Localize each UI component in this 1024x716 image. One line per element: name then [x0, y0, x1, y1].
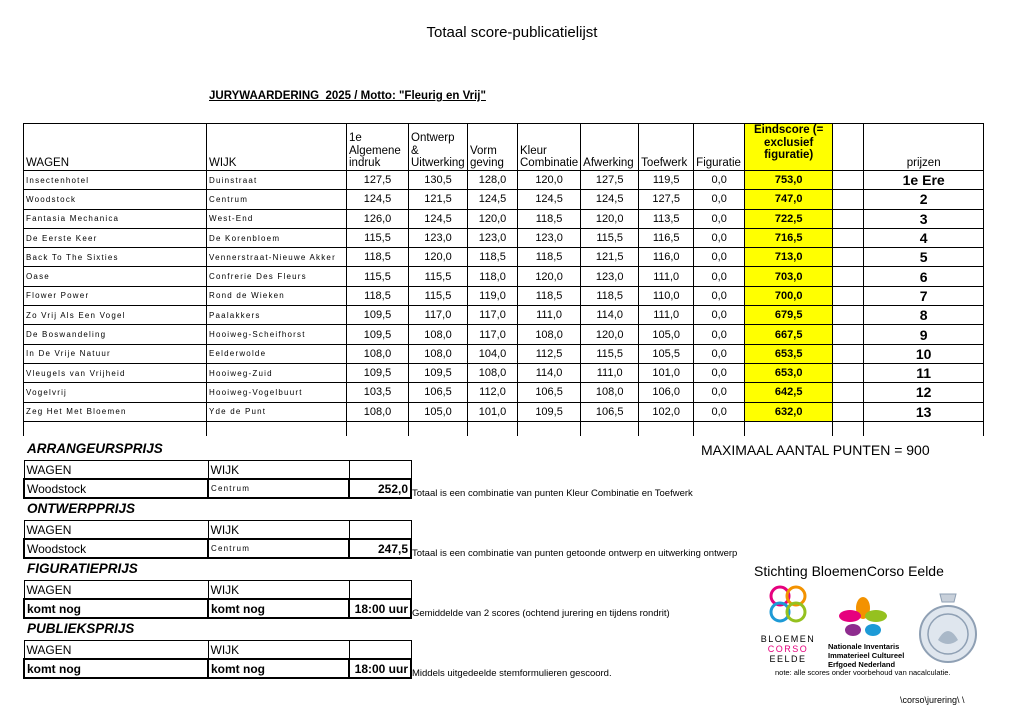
spacer-cell: [833, 363, 864, 382]
erfgoed-line-2: Immaterieel Cultureel: [828, 651, 905, 660]
prize-cell: 5: [864, 248, 984, 267]
figuratie-cell: 0,0: [694, 267, 745, 286]
prize-cell: 12: [864, 383, 984, 402]
vormgeving-cell: 117,0: [468, 306, 518, 325]
section-title: PUBLIEKSPRIJS: [27, 621, 135, 636]
erfgoed-flower-icon: [836, 596, 890, 640]
wijk-cell: Hooiweg-Scheifhorst: [207, 325, 347, 344]
toefwerk-cell: 105,0: [639, 325, 694, 344]
spacer-cell: [833, 228, 864, 247]
wijk-cell: Eelderwolde: [207, 344, 347, 363]
logo-line-2: CORSO: [767, 644, 809, 654]
afwerking-cell: 115,5: [581, 344, 639, 363]
figuratie-cell: 0,0: [694, 209, 745, 228]
eindscore-cell: 703,0: [745, 267, 833, 286]
prize-cell: 1e Ere: [864, 171, 984, 190]
wijk-cell: Hooiweg-Zuid: [207, 363, 347, 382]
col-wijk-label: WIJK: [208, 521, 349, 540]
spacer-cell: [833, 286, 864, 305]
toefwerk-cell: 101,0: [639, 363, 694, 382]
empty-cell: [411, 641, 417, 660]
figuratie-cell: 0,0: [694, 363, 745, 382]
toefwerk-cell: 127,5: [639, 190, 694, 209]
table-row: [24, 248, 984, 267]
col-wagen-label: WAGEN: [24, 641, 208, 660]
wagen-cell: Insectenhotel: [24, 171, 207, 190]
spacer-cell: [833, 267, 864, 286]
winner-wagen: Woodstock: [24, 479, 208, 498]
algemene-cell: 118,5: [347, 286, 409, 305]
royal-seal-icon: [916, 590, 980, 666]
vormgeving-cell: 112,0: [468, 383, 518, 402]
wijk-cell: Confrerie Des Fleurs: [207, 267, 347, 286]
kleur-cell: 114,0: [518, 363, 581, 382]
section-note: Gemiddelde van 2 scores (ochtend jurering en tijdens rondrit): [412, 608, 670, 619]
figuratie-cell: 0,0: [694, 228, 745, 247]
prize-table: [23, 460, 418, 499]
empty-cell: [518, 421, 581, 436]
eindscore-cell: 667,5: [745, 325, 833, 344]
empty-cell: [409, 421, 468, 436]
page-title: Totaal score-publicatielijst: [426, 24, 598, 41]
toefwerk-cell: 111,0: [639, 306, 694, 325]
algemene-cell: 115,5: [347, 267, 409, 286]
figuratie-cell: 0,0: [694, 306, 745, 325]
kleur-cell: 108,0: [518, 325, 581, 344]
figuratie-cell: 0,0: [694, 286, 745, 305]
organisation-name: Stichting BloemenCorso Eelde: [754, 563, 944, 579]
eindscore-cell: 700,0: [745, 286, 833, 305]
wagen-cell: De Eerste Keer: [24, 228, 207, 247]
spacer-cell: [833, 171, 864, 190]
prize-value: 18:00 uur: [349, 599, 411, 618]
table-row: [24, 306, 984, 325]
ontwerp-cell: 109,5: [409, 363, 468, 382]
empty-cell: [411, 581, 417, 600]
vormgeving-cell: 128,0: [468, 171, 518, 190]
section-note: Totaal is een combinatie van punten getoonde ontwerp en uitwerking ontwerp: [412, 548, 738, 559]
wijk-cell: Centrum: [207, 190, 347, 209]
kleur-cell: 120,0: [518, 171, 581, 190]
header-eindscore: Eindscore (= exclusief figuratie): [745, 124, 833, 171]
ontwerp-cell: 106,5: [409, 383, 468, 402]
empty-cell: [207, 421, 347, 436]
eindscore-cell: 747,0: [745, 190, 833, 209]
spacer-cell: [833, 248, 864, 267]
prize-cell: 13: [864, 402, 984, 421]
page-subtitle: JURYWAARDERING 2025 / Motto: "Fleurig en Vrij": [209, 90, 486, 102]
table-row-empty: [24, 421, 984, 436]
spacer-cell: [833, 402, 864, 421]
ontwerp-cell: 117,0: [409, 306, 468, 325]
erfgoed-line-1: Nationale Inventaris: [828, 642, 900, 651]
bloemencorso-logo-icon: [758, 580, 818, 632]
prize-cell: 10: [864, 344, 984, 363]
eindscore-cell: 679,5: [745, 306, 833, 325]
wagen-cell: Oase: [24, 267, 207, 286]
header-kleur: Kleur Combinatie: [518, 124, 581, 171]
afwerking-cell: 120,0: [581, 209, 639, 228]
table-row: [24, 402, 984, 421]
wijk-cell: Rond de Wieken: [207, 286, 347, 305]
figuratie-cell: 0,0: [694, 248, 745, 267]
winner-wagen: Woodstock: [24, 539, 208, 558]
vormgeving-cell: 124,5: [468, 190, 518, 209]
kleur-cell: 109,5: [518, 402, 581, 421]
wagen-cell: Woodstock: [24, 190, 207, 209]
logo-line-3: EELDE: [769, 654, 807, 664]
toefwerk-cell: 119,5: [639, 171, 694, 190]
ontwerp-cell: 108,0: [409, 325, 468, 344]
header-figuratie: Figuratie: [694, 124, 745, 171]
toefwerk-cell: 106,0: [639, 383, 694, 402]
wijk-cell: Vennerstraat-Nieuwe Akker: [207, 248, 347, 267]
toefwerk-cell: 105,5: [639, 344, 694, 363]
empty-cell: [639, 421, 694, 436]
wagen-cell: De Boswandeling: [24, 325, 207, 344]
wijk-cell: Yde de Punt: [207, 402, 347, 421]
header-afwerking: Afwerking: [581, 124, 639, 171]
eindscore-cell: 716,5: [745, 228, 833, 247]
afwerking-cell: 114,0: [581, 306, 639, 325]
eindscore-cell: 653,0: [745, 363, 833, 382]
footnote: note: alle scores onder voorbehoud van nacalculatie.: [775, 668, 951, 677]
kleur-cell: 118,5: [518, 248, 581, 267]
erfgoed-text: [828, 642, 904, 669]
logo-line-1: BLOEMEN: [760, 634, 816, 644]
figuratie-cell: 0,0: [694, 325, 745, 344]
algemene-cell: 126,0: [347, 209, 409, 228]
spacer-cell: [833, 325, 864, 344]
afwerking-cell: 115,5: [581, 228, 639, 247]
wagen-cell: Zeg Het Met Bloemen: [24, 402, 207, 421]
vormgeving-cell: 118,0: [468, 267, 518, 286]
ontwerp-cell: 123,0: [409, 228, 468, 247]
figuratie-cell: 0,0: [694, 402, 745, 421]
prize-value: 247,5: [349, 539, 411, 558]
kleur-cell: 112,5: [518, 344, 581, 363]
prize-value: 18:00 uur: [349, 659, 411, 678]
section-title: ARRANGEURSPRIJS: [27, 441, 163, 456]
vormgeving-cell: 119,0: [468, 286, 518, 305]
vormgeving-cell: 101,0: [468, 402, 518, 421]
empty-cell: [864, 421, 984, 436]
algemene-cell: 109,5: [347, 306, 409, 325]
prize-value: 252,0: [349, 479, 411, 498]
winner-wijk: komt nog: [208, 599, 349, 618]
prize-cell: 9: [864, 325, 984, 344]
header-vormgeving: Vorm geving: [468, 124, 518, 171]
header-wagen: WAGEN: [24, 124, 207, 171]
algemene-cell: 124,5: [347, 190, 409, 209]
spacer-cell: [833, 306, 864, 325]
col-wijk-label: WIJK: [208, 461, 349, 480]
figuratie-cell: 0,0: [694, 383, 745, 402]
empty-cell: [694, 421, 745, 436]
afwerking-cell: 111,0: [581, 363, 639, 382]
empty-cell: [349, 581, 411, 600]
afwerking-cell: 123,0: [581, 267, 639, 286]
ontwerp-cell: 115,5: [409, 267, 468, 286]
winner-wagen: komt nog: [24, 659, 208, 678]
erfgoed-line-3: Erfgoed Nederland: [828, 660, 896, 669]
ontwerp-cell: 108,0: [409, 344, 468, 363]
figuratie-cell: 0,0: [694, 190, 745, 209]
spacer-cell: [833, 344, 864, 363]
afwerking-cell: 120,0: [581, 325, 639, 344]
kleur-cell: 106,5: [518, 383, 581, 402]
wagen-cell: In De Vrije Natuur: [24, 344, 207, 363]
spacer-cell: [833, 209, 864, 228]
toefwerk-cell: 116,5: [639, 228, 694, 247]
algemene-cell: 127,5: [347, 171, 409, 190]
wagen-cell: Flower Power: [24, 286, 207, 305]
empty-cell: [745, 421, 833, 436]
ontwerp-cell: 105,0: [409, 402, 468, 421]
eindscore-cell: 722,5: [745, 209, 833, 228]
section-title: FIGURATIEPRIJS: [27, 561, 138, 576]
prize-table: [23, 580, 418, 619]
eindscore-cell: 653,5: [745, 344, 833, 363]
table-row: [24, 267, 984, 286]
table-row: [24, 228, 984, 247]
kleur-cell: 120,0: [518, 267, 581, 286]
table-row: [24, 325, 984, 344]
table-row: [24, 286, 984, 305]
section-title: ONTWERPPRIJS: [27, 501, 136, 516]
afwerking-cell: 124,5: [581, 190, 639, 209]
toefwerk-cell: 113,5: [639, 209, 694, 228]
table-row: [24, 190, 984, 209]
ontwerp-cell: 120,0: [409, 248, 468, 267]
afwerking-cell: 121,5: [581, 248, 639, 267]
toefwerk-cell: 102,0: [639, 402, 694, 421]
score-table: [23, 123, 984, 436]
ontwerp-cell: 121,5: [409, 190, 468, 209]
eindscore-cell: 632,0: [745, 402, 833, 421]
prize-cell: 2: [864, 190, 984, 209]
ontwerp-cell: 124,5: [409, 209, 468, 228]
ontwerp-cell: 130,5: [409, 171, 468, 190]
vormgeving-cell: 108,0: [468, 363, 518, 382]
kleur-cell: 118,5: [518, 286, 581, 305]
col-wagen-label: WAGEN: [24, 521, 208, 540]
empty-cell: [24, 421, 207, 436]
eindscore-cell: 642,5: [745, 383, 833, 402]
vormgeving-cell: 104,0: [468, 344, 518, 363]
empty-cell: [347, 421, 409, 436]
kleur-cell: 123,0: [518, 228, 581, 247]
header-row: [24, 124, 984, 171]
wijk-cell: Duinstraat: [207, 171, 347, 190]
prize-cell: 3: [864, 209, 984, 228]
empty-cell: [349, 521, 411, 540]
empty-cell: [468, 421, 518, 436]
afwerking-cell: 118,5: [581, 286, 639, 305]
prize-cell: 4: [864, 228, 984, 247]
empty-cell: [411, 461, 417, 480]
toefwerk-cell: 116,0: [639, 248, 694, 267]
prize-table: [23, 520, 418, 559]
kleur-cell: 111,0: [518, 306, 581, 325]
afwerking-cell: 108,0: [581, 383, 639, 402]
algemene-cell: 103,5: [347, 383, 409, 402]
table-row: [24, 171, 984, 190]
figuratie-cell: 0,0: [694, 344, 745, 363]
prize-cell: 8: [864, 306, 984, 325]
col-wagen-label: WAGEN: [24, 581, 208, 600]
vormgeving-cell: 120,0: [468, 209, 518, 228]
algemene-cell: 109,5: [347, 363, 409, 382]
table-row: [24, 383, 984, 402]
header-algemene: 1e Algemene indruk: [347, 124, 409, 171]
header-wijk: WIJK: [207, 124, 347, 171]
header-ontwerp: Ontwerp & Uitwerking: [409, 124, 468, 171]
winner-wagen: komt nog: [24, 599, 208, 618]
col-wijk-label: WIJK: [208, 641, 349, 660]
empty-cell: [411, 521, 417, 540]
eindscore-cell: 753,0: [745, 171, 833, 190]
afwerking-cell: 106,5: [581, 402, 639, 421]
table-row: [24, 363, 984, 382]
table-row: [24, 209, 984, 228]
wagen-cell: Vogelvrij: [24, 383, 207, 402]
wijk-cell: Paalakkers: [207, 306, 347, 325]
wijk-cell: De Korenbloem: [207, 228, 347, 247]
empty-cell: [833, 421, 864, 436]
algemene-cell: 115,5: [347, 228, 409, 247]
col-wagen-label: WAGEN: [24, 461, 208, 480]
vormgeving-cell: 117,0: [468, 325, 518, 344]
toefwerk-cell: 110,0: [639, 286, 694, 305]
spacer-cell: [833, 190, 864, 209]
eindscore-cell: 713,0: [745, 248, 833, 267]
table-row: [24, 344, 984, 363]
kleur-cell: 118,5: [518, 209, 581, 228]
wagen-cell: Back To The Sixties: [24, 248, 207, 267]
wagen-cell: Vleugels van Vrijheid: [24, 363, 207, 382]
winner-wijk: komt nog: [208, 659, 349, 678]
prize-cell: 11: [864, 363, 984, 382]
header-spacer: [833, 124, 864, 171]
wijk-cell: West-End: [207, 209, 347, 228]
header-toefwerk: Toefwerk: [639, 124, 694, 171]
header-prijzen: prijzen: [864, 124, 984, 171]
section-note: Middels uitgedeelde stemformulieren gescoord.: [412, 668, 612, 679]
bloemencorso-logo-text: [760, 634, 816, 664]
winner-wijk: Centrum: [208, 479, 349, 498]
wagen-cell: Fantasia Mechanica: [24, 209, 207, 228]
col-wijk-label: WIJK: [208, 581, 349, 600]
prize-cell: 6: [864, 267, 984, 286]
afwerking-cell: 127,5: [581, 171, 639, 190]
kleur-cell: 124,5: [518, 190, 581, 209]
wagen-cell: Zo Vrij Als Een Vogel: [24, 306, 207, 325]
prize-cell: 7: [864, 286, 984, 305]
ontwerp-cell: 115,5: [409, 286, 468, 305]
figuratie-cell: 0,0: [694, 171, 745, 190]
wijk-cell: Hooiweg-Vogelbuurt: [207, 383, 347, 402]
toefwerk-cell: 111,0: [639, 267, 694, 286]
empty-cell: [581, 421, 639, 436]
algemene-cell: 108,0: [347, 344, 409, 363]
vormgeving-cell: 118,5: [468, 248, 518, 267]
algemene-cell: 109,5: [347, 325, 409, 344]
empty-cell: [349, 641, 411, 660]
section-note: Totaal is een combinatie van punten Kleur Combinatie en Toefwerk: [412, 488, 693, 499]
prize-table: [23, 640, 418, 679]
empty-cell: [349, 461, 411, 480]
algemene-cell: 118,5: [347, 248, 409, 267]
spacer-cell: [833, 383, 864, 402]
algemene-cell: 108,0: [347, 402, 409, 421]
winner-wijk: Centrum: [208, 539, 349, 558]
vormgeving-cell: 123,0: [468, 228, 518, 247]
max-points: MAXIMAAL AANTAL PUNTEN = 900: [701, 442, 930, 458]
file-path: \corso\jurering\ \: [900, 695, 965, 705]
